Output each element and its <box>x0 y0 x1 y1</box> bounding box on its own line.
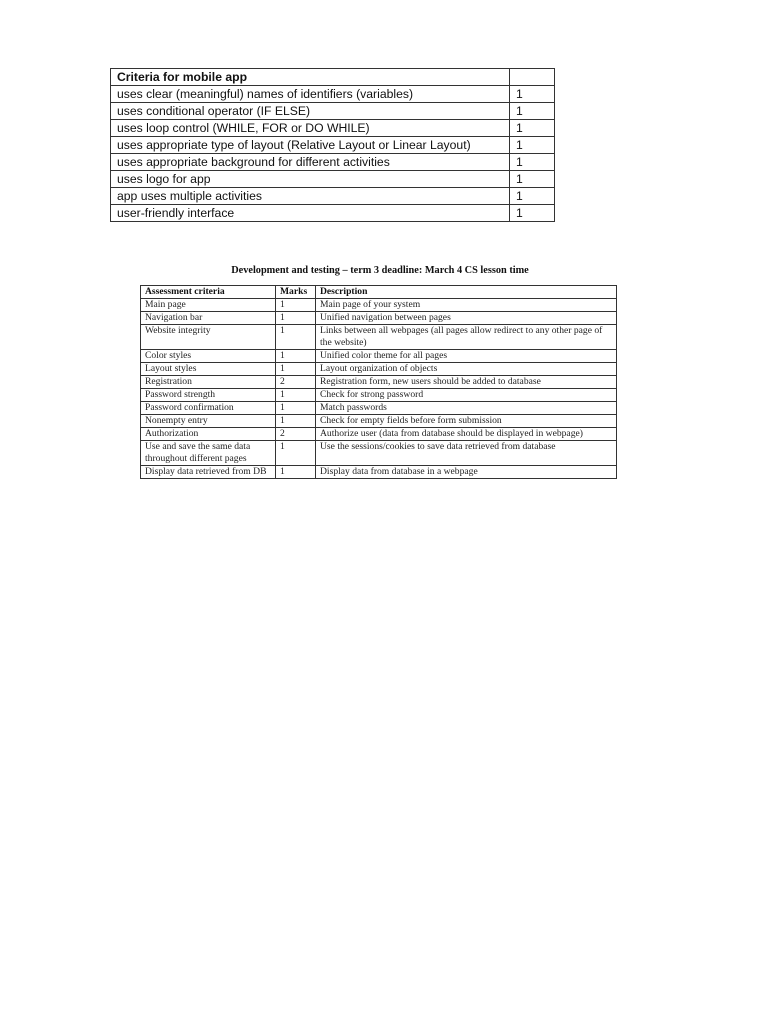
table-row <box>141 428 617 441</box>
section-title: Development and testing – term 3 deadline: March 4 CS lesson time <box>231 265 529 276</box>
criteria-cell: Navigation bar <box>141 312 276 325</box>
description-cell: Match passwords <box>316 402 617 415</box>
marks-cell: 1 <box>276 402 316 415</box>
criteria-cell: app uses multiple activities <box>111 188 510 205</box>
marks-cell: 1 <box>276 441 316 466</box>
mark-header <box>510 69 555 86</box>
criteria-cell: Color styles <box>141 350 276 363</box>
description-cell: Authorize user (data from database should be displayed in webpage) <box>316 428 617 441</box>
assessment-criteria-table <box>140 285 617 479</box>
marks-header: Marks <box>276 286 316 299</box>
table-row <box>141 299 617 312</box>
marks-cell: 1 <box>276 325 316 350</box>
marks-cell: 2 <box>276 428 316 441</box>
criteria-cell: Password strength <box>141 389 276 402</box>
criteria-cell: user-friendly interface <box>111 205 510 222</box>
criteria-cell: uses appropriate type of layout (Relative Layout or Linear Layout) <box>111 137 510 154</box>
table-row <box>111 171 555 188</box>
description-cell: Layout organization of objects <box>316 363 617 376</box>
criteria-cell: Main page <box>141 299 276 312</box>
mark-cell: 1 <box>510 188 555 205</box>
table-row <box>141 389 617 402</box>
description-cell: Display data from database in a webpage <box>316 466 617 479</box>
description-cell: Links between all webpages (all pages allow redirect to any other page of the website) <box>316 325 617 350</box>
criteria-cell: Display data retrieved from DB <box>141 466 276 479</box>
mark-cell: 1 <box>510 205 555 222</box>
mark-cell: 1 <box>510 154 555 171</box>
mark-cell: 1 <box>510 171 555 188</box>
criteria-cell: uses logo for app <box>111 171 510 188</box>
table-row <box>141 363 617 376</box>
mark-cell: 1 <box>510 86 555 103</box>
table-row <box>111 137 555 154</box>
table-row <box>141 415 617 428</box>
marks-cell: 1 <box>276 466 316 479</box>
mark-cell: 1 <box>510 103 555 120</box>
criteria-cell: uses loop control (WHILE, FOR or DO WHILE) <box>111 120 510 137</box>
criteria-cell: Use and save the same data throughout different pages <box>141 441 276 466</box>
criteria-cell: uses appropriate background for different activities <box>111 154 510 171</box>
table-row <box>111 188 555 205</box>
table-row <box>141 312 617 325</box>
table-row <box>141 376 617 389</box>
criteria-cell: Authorization <box>141 428 276 441</box>
description-cell: Check for empty fields before form submission <box>316 415 617 428</box>
table-row <box>141 402 617 415</box>
description-cell: Unified navigation between pages <box>316 312 617 325</box>
table-header-row <box>111 69 555 86</box>
description-cell: Registration form, new users should be added to database <box>316 376 617 389</box>
marks-cell: 1 <box>276 415 316 428</box>
table-row <box>141 466 617 479</box>
mark-cell: 1 <box>510 137 555 154</box>
criteria-cell: Nonempty entry <box>141 415 276 428</box>
table-row <box>111 103 555 120</box>
criteria-cell: uses clear (meaningful) names of identifiers (variables) <box>111 86 510 103</box>
criteria-cell: Password confirmation <box>141 402 276 415</box>
criteria-cell: uses conditional operator (IF ELSE) <box>111 103 510 120</box>
table-row <box>111 86 555 103</box>
table-row <box>141 441 617 466</box>
description-cell: Check for strong password <box>316 389 617 402</box>
marks-cell: 1 <box>276 350 316 363</box>
marks-cell: 2 <box>276 376 316 389</box>
table-row <box>111 205 555 222</box>
criteria-cell: Website integrity <box>141 325 276 350</box>
criteria-header: Assessment criteria <box>141 286 276 299</box>
criteria-header: Criteria for mobile app <box>111 69 510 86</box>
table-row <box>141 350 617 363</box>
marks-cell: 1 <box>276 299 316 312</box>
description-cell: Main page of your system <box>316 299 617 312</box>
marks-cell: 1 <box>276 312 316 325</box>
marks-cell: 1 <box>276 363 316 376</box>
table-row <box>111 120 555 137</box>
table-header-row <box>141 286 617 299</box>
criteria-cell: Registration <box>141 376 276 389</box>
description-cell: Use the sessions/cookies to save data retrieved from database <box>316 441 617 466</box>
mobile-app-criteria-table <box>110 68 555 222</box>
table-row <box>141 325 617 350</box>
marks-cell: 1 <box>276 389 316 402</box>
criteria-cell: Layout styles <box>141 363 276 376</box>
mark-cell: 1 <box>510 120 555 137</box>
table-row <box>111 154 555 171</box>
description-cell: Unified color theme for all pages <box>316 350 617 363</box>
description-header: Description <box>316 286 617 299</box>
